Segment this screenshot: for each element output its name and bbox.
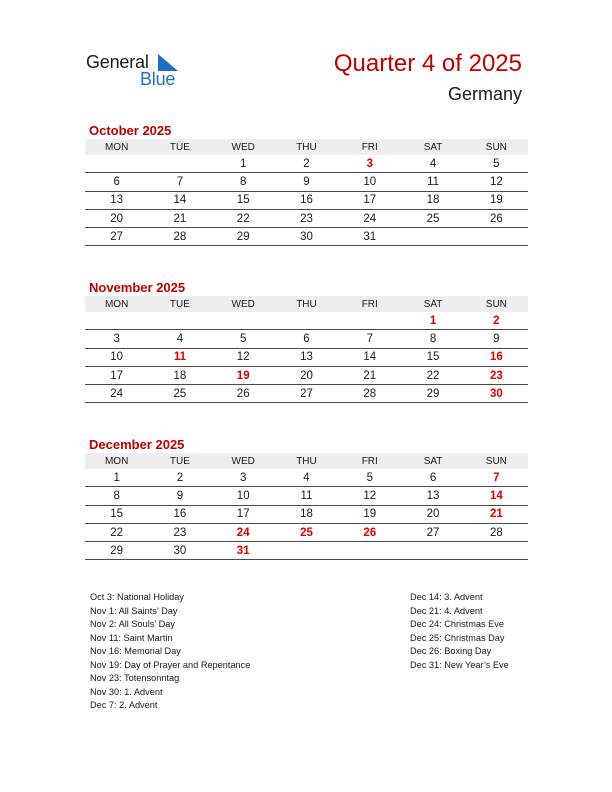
day-cell: 2 bbox=[275, 155, 338, 173]
week-row bbox=[85, 312, 528, 330]
day-cell: 11 bbox=[401, 173, 464, 191]
day-cell: 19 bbox=[338, 505, 401, 523]
day-cell: 27 bbox=[401, 523, 464, 541]
month-grid bbox=[85, 296, 528, 403]
day-cell: 12 bbox=[338, 487, 401, 505]
day-cell: 15 bbox=[85, 505, 148, 523]
day-cell: 22 bbox=[212, 209, 275, 227]
week-row bbox=[85, 366, 528, 384]
holiday-note: Dec 14: 3. Advent bbox=[410, 592, 483, 602]
weekday-header: WED bbox=[212, 139, 275, 155]
weekday-header: MON bbox=[85, 139, 148, 155]
month-title: December 2025 bbox=[89, 437, 185, 452]
day-cell: 28 bbox=[148, 228, 211, 246]
day-cell: 27 bbox=[275, 385, 338, 403]
week-row bbox=[85, 523, 528, 541]
day-cell: 19 bbox=[465, 191, 528, 209]
day-cell bbox=[338, 542, 401, 560]
day-cell: 14 bbox=[148, 191, 211, 209]
day-cell: 30 bbox=[275, 228, 338, 246]
day-cell: 28 bbox=[465, 523, 528, 541]
day-cell: 28 bbox=[338, 385, 401, 403]
day-cell: 15 bbox=[401, 348, 464, 366]
day-cell: 31 bbox=[212, 542, 275, 560]
day-cell: 3 bbox=[85, 330, 148, 348]
weekday-header: SUN bbox=[465, 453, 528, 469]
day-cell: 21 bbox=[465, 505, 528, 523]
day-cell: 17 bbox=[85, 366, 148, 384]
page-title: Quarter 4 of 2025 bbox=[333, 50, 522, 77]
day-cell: 3 bbox=[338, 155, 401, 173]
weekday-header: WED bbox=[212, 453, 275, 469]
day-cell bbox=[338, 312, 401, 330]
weekday-header-row bbox=[85, 296, 528, 312]
day-cell: 26 bbox=[465, 209, 528, 227]
week-row bbox=[85, 469, 528, 487]
weekday-header: TUE bbox=[148, 296, 211, 312]
weekday-header: THU bbox=[275, 296, 338, 312]
day-cell bbox=[401, 542, 464, 560]
day-cell: 8 bbox=[85, 487, 148, 505]
holiday-note: Dec 24: Christmas Eve bbox=[410, 619, 504, 629]
day-cell: 1 bbox=[212, 155, 275, 173]
day-cell: 29 bbox=[85, 542, 148, 560]
month-title: October 2025 bbox=[89, 123, 172, 138]
weekday-header: FRI bbox=[338, 139, 401, 155]
day-cell: 26 bbox=[212, 385, 275, 403]
weekday-header: SUN bbox=[465, 139, 528, 155]
day-cell: 30 bbox=[148, 542, 211, 560]
day-cell: 20 bbox=[85, 209, 148, 227]
day-cell: 30 bbox=[465, 385, 528, 403]
month-grid bbox=[85, 139, 528, 246]
day-cell: 13 bbox=[401, 487, 464, 505]
day-cell: 23 bbox=[465, 366, 528, 384]
day-cell: 2 bbox=[465, 312, 528, 330]
weekday-header: TUE bbox=[148, 453, 211, 469]
holiday-note: Oct 3: National Holiday bbox=[90, 592, 184, 602]
day-cell: 23 bbox=[275, 209, 338, 227]
day-cell: 7 bbox=[338, 330, 401, 348]
week-row bbox=[85, 191, 528, 209]
holiday-note: Nov 30: 1. Advent bbox=[90, 686, 163, 697]
weekday-header: FRI bbox=[338, 296, 401, 312]
holiday-note: Dec 31: New Year’s Eve bbox=[410, 659, 509, 670]
day-cell: 11 bbox=[275, 487, 338, 505]
day-cell: 5 bbox=[338, 469, 401, 487]
day-cell: 20 bbox=[275, 366, 338, 384]
weekday-header: MON bbox=[85, 453, 148, 469]
holiday-note: Dec 26: Boxing Day bbox=[410, 646, 492, 656]
day-cell: 6 bbox=[401, 469, 464, 487]
day-cell: 25 bbox=[401, 209, 464, 227]
day-cell: 16 bbox=[275, 191, 338, 209]
holiday-note: Nov 11: Saint Martin bbox=[90, 632, 173, 643]
day-cell: 16 bbox=[465, 348, 528, 366]
holiday-note: Nov 16: Memorial Day bbox=[90, 646, 181, 656]
week-row bbox=[85, 330, 528, 348]
day-cell bbox=[85, 155, 148, 173]
day-cell: 4 bbox=[401, 155, 464, 173]
holiday-note: Dec 21: 4. Advent bbox=[410, 605, 483, 616]
day-cell: 11 bbox=[148, 348, 211, 366]
day-cell: 6 bbox=[275, 330, 338, 348]
day-cell: 17 bbox=[338, 191, 401, 209]
day-cell bbox=[401, 228, 464, 246]
month-grid bbox=[85, 453, 528, 560]
day-cell: 24 bbox=[212, 523, 275, 541]
day-cell: 18 bbox=[275, 505, 338, 523]
day-cell: 9 bbox=[465, 330, 528, 348]
week-row bbox=[85, 155, 528, 173]
country-name: Germany bbox=[447, 84, 522, 104]
day-cell: 25 bbox=[148, 385, 211, 403]
month-calendar bbox=[85, 279, 528, 403]
day-cell: 13 bbox=[275, 348, 338, 366]
holiday-note: Nov 1: All Saints’ Day bbox=[90, 605, 178, 616]
week-row bbox=[85, 348, 528, 366]
day-cell: 7 bbox=[465, 469, 528, 487]
day-cell: 10 bbox=[338, 173, 401, 191]
day-cell: 6 bbox=[85, 173, 148, 191]
month-calendar bbox=[85, 436, 528, 560]
day-cell bbox=[465, 542, 528, 560]
week-row bbox=[85, 385, 528, 403]
day-cell: 12 bbox=[212, 348, 275, 366]
holiday-note: Dec 7: 2. Advent bbox=[90, 700, 158, 710]
day-cell: 8 bbox=[401, 330, 464, 348]
holiday-note: Nov 23: Totensonntag bbox=[90, 673, 180, 683]
weekday-header: SAT bbox=[401, 296, 464, 312]
day-cell: 27 bbox=[85, 228, 148, 246]
weekday-header: FRI bbox=[338, 453, 401, 469]
week-row bbox=[85, 209, 528, 227]
day-cell: 10 bbox=[212, 487, 275, 505]
logo bbox=[86, 52, 196, 92]
day-cell bbox=[85, 312, 148, 330]
holiday-notes-right bbox=[410, 591, 509, 672]
day-cell: 29 bbox=[212, 228, 275, 246]
day-cell bbox=[148, 312, 211, 330]
day-cell: 4 bbox=[148, 330, 211, 348]
day-cell: 1 bbox=[401, 312, 464, 330]
weekday-header-row bbox=[85, 139, 528, 155]
day-cell: 20 bbox=[401, 505, 464, 523]
day-cell: 8 bbox=[212, 173, 275, 191]
day-cell: 25 bbox=[275, 523, 338, 541]
day-cell: 19 bbox=[212, 366, 275, 384]
week-row bbox=[85, 173, 528, 191]
day-cell: 24 bbox=[338, 209, 401, 227]
holiday-notes-left bbox=[90, 591, 250, 713]
day-cell: 1 bbox=[85, 469, 148, 487]
day-cell bbox=[212, 312, 275, 330]
day-cell: 22 bbox=[85, 523, 148, 541]
weekday-header: SUN bbox=[465, 296, 528, 312]
day-cell: 21 bbox=[338, 366, 401, 384]
weekday-header: SAT bbox=[401, 453, 464, 469]
day-cell bbox=[275, 312, 338, 330]
day-cell: 14 bbox=[338, 348, 401, 366]
weekday-header: MON bbox=[85, 296, 148, 312]
weekday-header: SAT bbox=[401, 139, 464, 155]
day-cell: 29 bbox=[401, 385, 464, 403]
day-cell: 5 bbox=[212, 330, 275, 348]
logo-general-text: General bbox=[86, 52, 149, 72]
day-cell: 31 bbox=[338, 228, 401, 246]
weekday-header: TUE bbox=[148, 139, 211, 155]
day-cell: 7 bbox=[148, 173, 211, 191]
day-cell: 26 bbox=[338, 523, 401, 541]
day-cell: 23 bbox=[148, 523, 211, 541]
holiday-note: Dec 25: Christmas Day bbox=[410, 632, 505, 643]
day-cell: 9 bbox=[148, 487, 211, 505]
weekday-header: THU bbox=[275, 453, 338, 469]
day-cell: 10 bbox=[85, 348, 148, 366]
month-title: November 2025 bbox=[89, 280, 186, 295]
day-cell: 3 bbox=[212, 469, 275, 487]
day-cell: 16 bbox=[148, 505, 211, 523]
day-cell: 4 bbox=[275, 469, 338, 487]
day-cell: 17 bbox=[212, 505, 275, 523]
weekday-header-row bbox=[85, 453, 528, 469]
month-calendar bbox=[85, 122, 528, 246]
holiday-note: Nov 2: All Souls’ Day bbox=[90, 619, 175, 629]
day-cell: 9 bbox=[275, 173, 338, 191]
weekday-header: WED bbox=[212, 296, 275, 312]
logo-blue-text: Blue bbox=[140, 69, 176, 89]
weekday-header: THU bbox=[275, 139, 338, 155]
day-cell: 14 bbox=[465, 487, 528, 505]
week-row bbox=[85, 228, 528, 246]
week-row bbox=[85, 542, 528, 560]
day-cell: 5 bbox=[465, 155, 528, 173]
day-cell: 18 bbox=[148, 366, 211, 384]
day-cell: 18 bbox=[401, 191, 464, 209]
day-cell: 2 bbox=[148, 469, 211, 487]
day-cell bbox=[148, 155, 211, 173]
holiday-note: Nov 19: Day of Prayer and Repentance bbox=[90, 659, 251, 670]
day-cell: 13 bbox=[85, 191, 148, 209]
day-cell: 22 bbox=[401, 366, 464, 384]
day-cell: 21 bbox=[148, 209, 211, 227]
day-cell: 15 bbox=[212, 191, 275, 209]
day-cell: 24 bbox=[85, 385, 148, 403]
day-cell: 12 bbox=[465, 173, 528, 191]
day-cell bbox=[465, 228, 528, 246]
week-row bbox=[85, 505, 528, 523]
day-cell bbox=[275, 542, 338, 560]
week-row bbox=[85, 487, 528, 505]
